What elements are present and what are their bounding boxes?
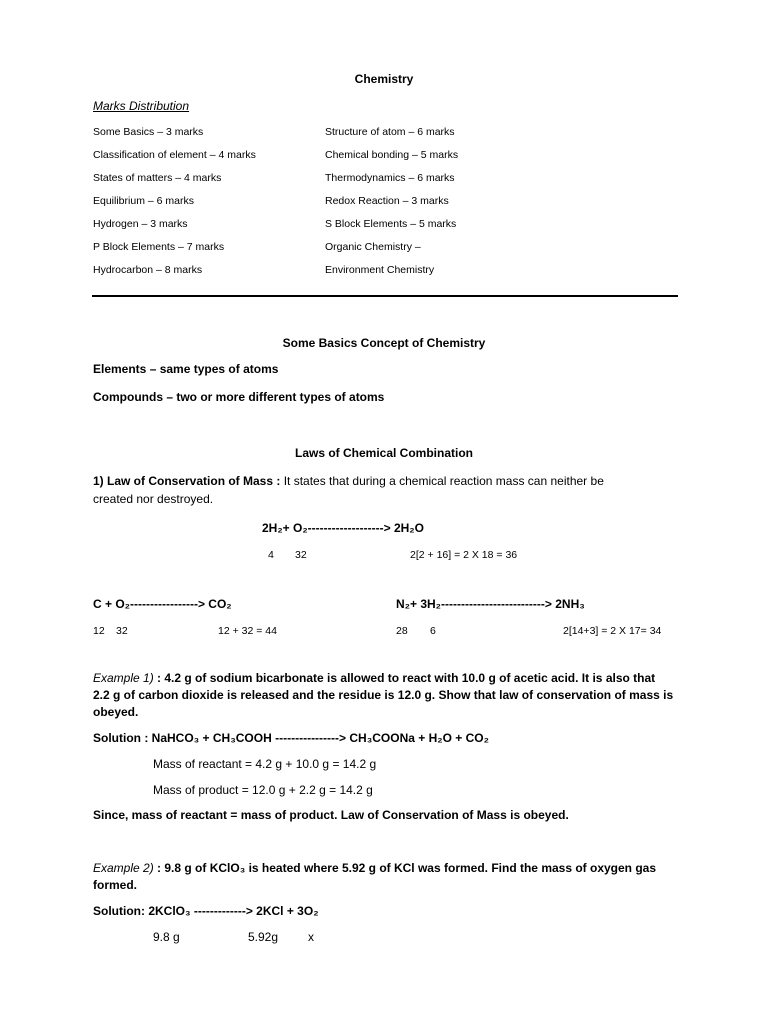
marks-item: Hydrocarbon – 8 marks (93, 264, 203, 276)
equation-value: 12 (93, 625, 105, 637)
example1-line3: obeyed. (93, 705, 139, 719)
example1-solution: Solution : NaHCO₃ + CH₃COOH ----------------> CH₃COONa + H₂O + CO₂ (93, 731, 489, 745)
equation-value: 32 (295, 549, 307, 561)
marks-item: Chemical bonding – 5 marks (325, 149, 459, 161)
law1-title: 1) Law of Conservation of Mass : (93, 474, 281, 488)
equation-calculation: 2[2 + 16] = 2 X 18 = 36 (410, 549, 518, 561)
example2-value: 9.8 g (153, 930, 180, 944)
equation-ammonia: N₂+ 3H₂--------------------------> 2NH₃ (396, 597, 585, 611)
compounds-definition: Compounds – two or more different types of atoms (93, 390, 385, 404)
equation-value: 6 (430, 625, 436, 637)
law1-paragraph (93, 474, 604, 488)
section-divider (92, 295, 678, 297)
equation-value: 28 (396, 625, 408, 637)
equation-carbon-dioxide: C + O₂-----------------> CO₂ (93, 597, 232, 611)
marks-item: Structure of atom – 6 marks (325, 126, 455, 138)
marks-item: P Block Elements – 7 marks (93, 241, 225, 253)
example2-line1 (93, 861, 656, 875)
example1-label: Example 1) (93, 671, 154, 685)
example2-text: : 9.8 g of KClO₃ is heated where 5.92 g of KCl was formed. Find the mass of oxygen gas (153, 861, 657, 875)
marks-item: Some Basics – 3 marks (93, 126, 204, 138)
equation-calculation: 2[14+3] = 2 X 17= 34 (563, 625, 662, 637)
equation-value: 32 (116, 625, 128, 637)
marks-item: Redox Reaction – 3 marks (325, 195, 449, 207)
example1-reactant-mass: Mass of reactant = 4.2 g + 10.0 g = 14.2 g (153, 757, 377, 771)
marks-item: Organic Chemistry – (325, 241, 421, 253)
marks-item: S Block Elements – 5 marks (325, 218, 457, 230)
laws-heading: Laws of Chemical Combination (294, 446, 474, 460)
marks-item: Hydrogen – 3 marks (93, 218, 188, 230)
marks-item: Equilibrium – 6 marks (93, 195, 194, 207)
example1-line1 (93, 671, 655, 685)
law1-text: It states that during a chemical reaction mass can neither be (280, 474, 604, 488)
marks-item: Environment Chemistry (325, 264, 435, 276)
marks-heading: Marks Distribution (93, 99, 190, 113)
equation-value: 4 (268, 549, 274, 561)
example1-line2: 2.2 g of carbon dioxide is released and the residue is 12.0 g. Show that law of conservation of mass is (93, 688, 674, 702)
example2-label: Example 2) (93, 861, 154, 875)
example2-value: 5.92g (248, 930, 279, 944)
example2-line2: formed. (93, 878, 138, 892)
marks-item: Thermodynamics – 6 marks (325, 172, 455, 184)
example2-solution: Solution: 2KClO₃ -------------> 2KCl + 3O₂ (93, 904, 319, 918)
marks-item: Classification of element – 4 marks (93, 149, 256, 161)
equation-calculation: 12 + 32 = 44 (218, 625, 277, 637)
marks-item: States of matters – 4 marks (93, 172, 222, 184)
example2-value: x (308, 930, 314, 944)
example1-conclusion: Since, mass of reactant = mass of product. Law of Conservation of Mass is obeyed. (93, 808, 569, 822)
equation-hydrogen-water: 2H₂+ O₂-------------------> 2H₂O (262, 521, 424, 535)
law1-text-line2: created nor destroyed. (93, 492, 214, 506)
basics-heading: Some Basics Concept of Chemistry (282, 336, 486, 350)
page-title: Chemistry (354, 72, 414, 86)
example1-text: : 4.2 g of sodium bicarbonate is allowed to react with 10.0 g of acetic acid. It is also that (153, 671, 656, 685)
elements-definition: Elements – same types of atoms (93, 362, 279, 376)
example1-product-mass: Mass of product = 12.0 g + 2.2 g = 14.2 g (153, 783, 373, 797)
